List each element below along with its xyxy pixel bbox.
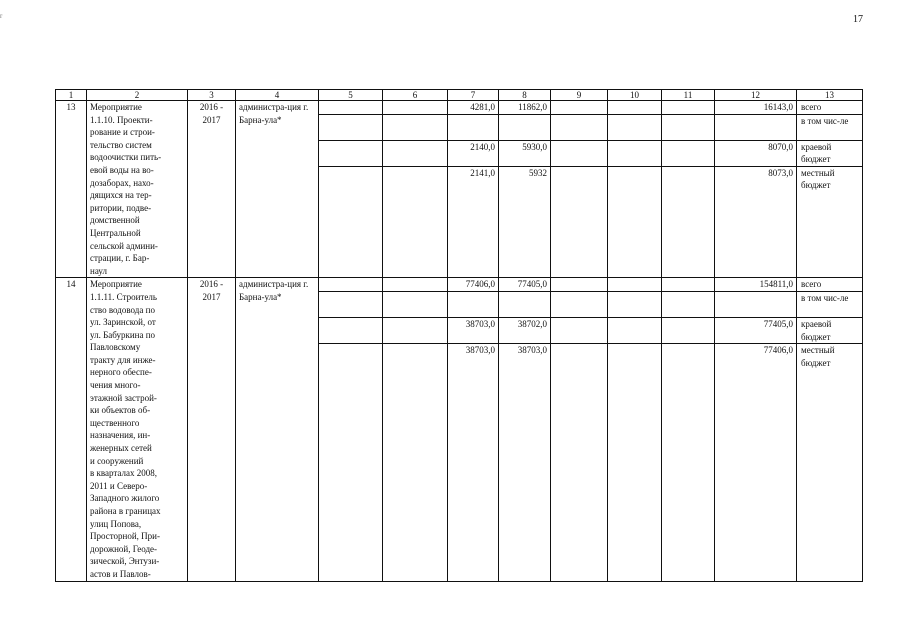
col9-cell [551, 166, 608, 278]
measure-name-line: 2011 и Северо- [90, 480, 148, 491]
measure-name-line: ул. Заринской, от [90, 317, 156, 328]
corner-mark: r [0, 12, 3, 20]
measure-name-line: нерного обеспе- [90, 367, 152, 378]
executor: администра-ция г. Барна-ула* [236, 101, 319, 278]
measure-name-line: дорожной, Геоде- [90, 543, 158, 554]
col10-cell [608, 317, 662, 343]
col10-cell [608, 101, 662, 115]
col-header: 9 [551, 90, 608, 101]
col6-cell [383, 344, 448, 581]
measure-name-line: 1.1.11. Строитель [90, 291, 157, 302]
col12-value: 154811,0 [715, 278, 797, 292]
col-header: 10 [608, 90, 662, 101]
col11-cell [662, 114, 715, 140]
table-row [56, 101, 863, 115]
executor: администра-ция г. Барна-ула* [236, 278, 319, 581]
col5-cell [319, 317, 383, 343]
col9-cell [551, 344, 608, 581]
col-header: 2 [87, 90, 188, 101]
measure-name-line: водоочистки пить- [90, 152, 162, 163]
measure-name [87, 101, 188, 278]
col12-value: 16143,0 [715, 101, 797, 115]
col11-cell [662, 278, 715, 292]
col13-label: в том чис-ле [797, 291, 863, 317]
col7-value: 2140,0 [448, 140, 499, 166]
col11-cell [662, 101, 715, 115]
years: 2016 - 2017 [188, 278, 236, 581]
measure-name-line: домственной [90, 215, 140, 226]
measure-name-line: Западного жилого [90, 493, 160, 504]
col7-value: 38703,0 [448, 344, 499, 581]
page-number: 17 [853, 14, 863, 25]
col11-cell [662, 344, 715, 581]
col-header: 7 [448, 90, 499, 101]
col13-label: всего [797, 278, 863, 292]
col8-value [499, 114, 551, 140]
col10-cell [608, 278, 662, 292]
col8-value: 5932 [499, 166, 551, 278]
col-header: 8 [499, 90, 551, 101]
measure-name-line: района в границах [90, 506, 161, 516]
col7-value: 2141,0 [448, 166, 499, 278]
col10-cell [608, 166, 662, 278]
col7-value [448, 291, 499, 317]
col10-cell [608, 114, 662, 140]
col13-label: местный бюджет [797, 166, 863, 278]
measure-name-line: Мероприятие [90, 102, 142, 112]
measure-name-line: Просторной, При- [90, 531, 160, 542]
col-header: 5 [319, 90, 383, 101]
col8-value: 11862,0 [499, 101, 551, 115]
col5-cell [319, 291, 383, 317]
col8-value: 77405,0 [499, 278, 551, 292]
measure-name-line: Центральной [90, 227, 141, 238]
measure-name-line: 1.1.10. Проекти- [90, 114, 153, 125]
col12-value [715, 291, 797, 317]
col6-cell [383, 278, 448, 292]
measure-name-line: рование и строи- [90, 127, 155, 138]
col13-label: в том чис-ле [797, 114, 863, 140]
col11-cell [662, 317, 715, 343]
col5-cell [319, 114, 383, 140]
measure-name-line: Мероприятие [90, 279, 142, 290]
measure-name-line: этажной застрой- [90, 392, 157, 403]
measure-name-line: тельство систем [90, 139, 152, 150]
col13-label: краевой бюджет [797, 317, 863, 343]
measure-name-line: в кварталах 2008, [90, 468, 157, 479]
col9-cell [551, 278, 608, 292]
measure-name-line: улиц Попова, [90, 518, 142, 529]
program-table [55, 89, 863, 582]
col-header: 11 [662, 90, 715, 101]
col9-cell [551, 317, 608, 343]
table-row [56, 278, 863, 292]
col5-cell [319, 344, 383, 581]
col12-value: 77405,0 [715, 317, 797, 343]
col-header: 4 [236, 90, 319, 101]
col6-cell [383, 114, 448, 140]
col-header: 1 [56, 90, 87, 101]
col7-value: 38703,0 [448, 317, 499, 343]
measure-name-line: наул [90, 265, 107, 276]
col7-value: 4281,0 [448, 101, 499, 115]
col8-value [499, 291, 551, 317]
col7-value: 77406,0 [448, 278, 499, 292]
years: 2016 - 2017 [188, 101, 236, 278]
measure-name-line: ство водовода по [90, 304, 155, 315]
col12-value: 8073,0 [715, 166, 797, 278]
col11-cell [662, 140, 715, 166]
col11-cell [662, 291, 715, 317]
col6-cell [383, 317, 448, 343]
measure-name-line: щественного [90, 417, 140, 428]
col6-cell [383, 291, 448, 317]
measure-name-line: астов и Павлов- [90, 568, 151, 579]
col13-label: краевой бюджет [797, 140, 863, 166]
col8-value: 5930,0 [499, 140, 551, 166]
measure-name-line: ритории, подве- [90, 202, 152, 213]
col9-cell [551, 140, 608, 166]
col12-value [715, 114, 797, 140]
header-row [56, 90, 863, 101]
col5-cell [319, 166, 383, 278]
col7-value [448, 114, 499, 140]
col-header: 6 [383, 90, 448, 101]
col12-value: 8070,0 [715, 140, 797, 166]
measure-name-line: дозаборах, нахо- [90, 177, 154, 188]
measure-name-line: и сооружений [90, 455, 144, 466]
col-header: 12 [715, 90, 797, 101]
col6-cell [383, 166, 448, 278]
col-header: 13 [797, 90, 863, 101]
measure-name-line: евой воды на во- [90, 164, 154, 175]
col10-cell [608, 291, 662, 317]
measure-name-line: назначения, ин- [90, 430, 151, 441]
measure-name-line: чения много- [90, 380, 141, 391]
col11-cell [662, 166, 715, 278]
col12-value: 77406,0 [715, 344, 797, 581]
measure-name-line: ки объектов об- [90, 405, 151, 416]
col9-cell [551, 101, 608, 115]
col9-cell [551, 291, 608, 317]
measure-name-line: страции, г. Бар- [90, 253, 150, 264]
col10-cell [608, 140, 662, 166]
measure-name-line: тракту для инже- [90, 354, 156, 365]
measure-name-line: зической, Энтузи- [90, 556, 160, 567]
measure-name-line: Павловскому [90, 342, 141, 353]
col13-label: местный бюджет [797, 344, 863, 581]
col9-cell [551, 114, 608, 140]
col5-cell [319, 278, 383, 292]
measure-name-line: ул. Бабуркина по [90, 329, 156, 340]
col6-cell [383, 140, 448, 166]
col8-value: 38703,0 [499, 344, 551, 581]
col10-cell [608, 344, 662, 581]
col-header: 3 [188, 90, 236, 101]
col5-cell [319, 101, 383, 115]
col5-cell [319, 140, 383, 166]
measure-name-line: дящихся на тер- [90, 190, 152, 201]
col13-label: всего [797, 101, 863, 115]
measure-name [87, 278, 188, 581]
row-number: 14 [56, 278, 87, 581]
row-number: 13 [56, 101, 87, 278]
measure-name-line: сельской админи- [90, 240, 158, 251]
col8-value: 38702,0 [499, 317, 551, 343]
col6-cell [383, 101, 448, 115]
measure-name-line: женерных сетей [90, 443, 152, 454]
